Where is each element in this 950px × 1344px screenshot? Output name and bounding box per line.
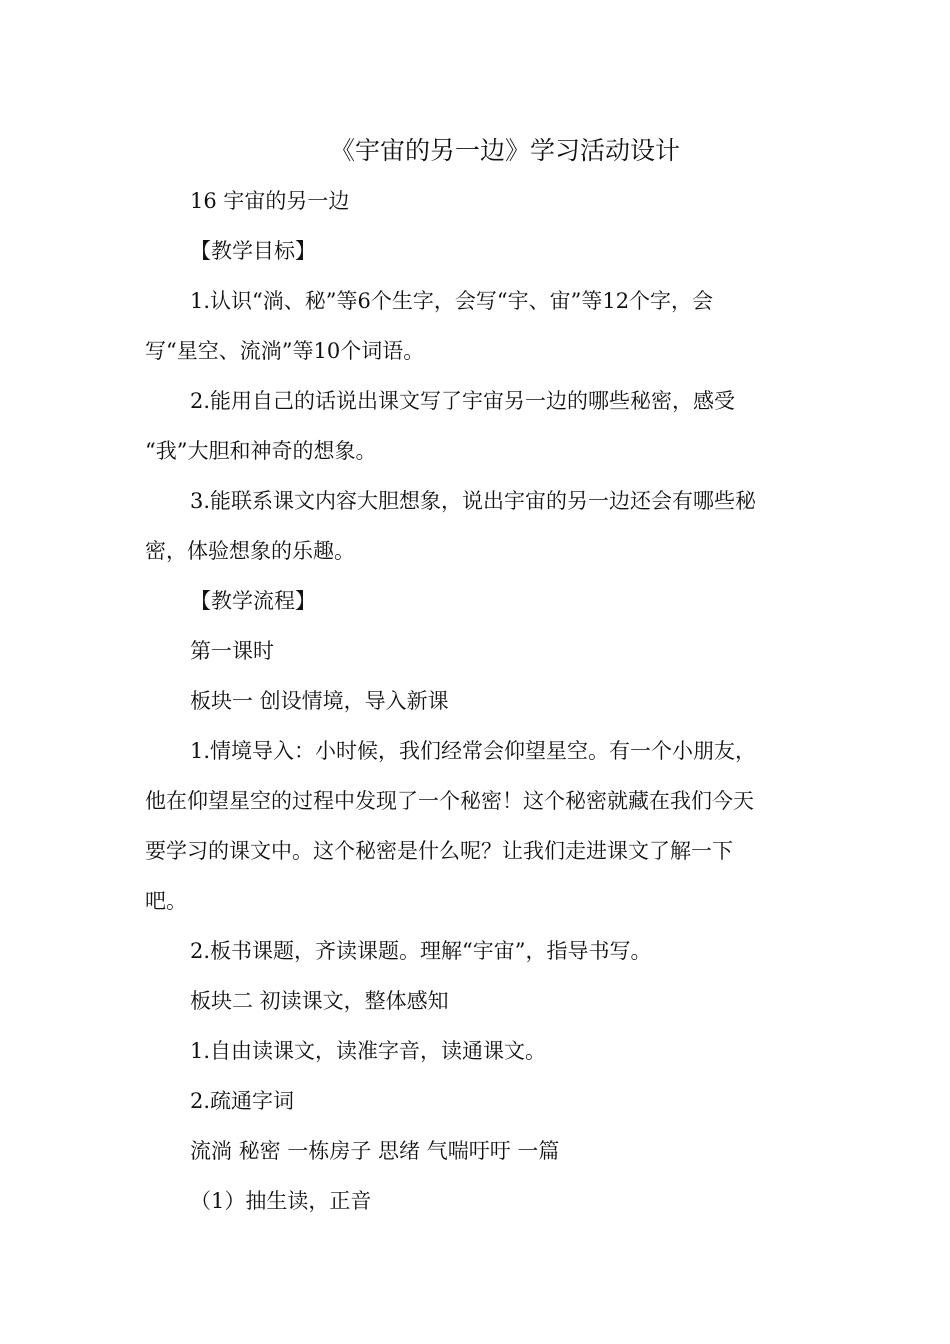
s2-sub-item-1: （1）抽生读，正音 xyxy=(190,1189,372,1213)
goal-1-line-2: 写“星空、流淌”等10个词语。 xyxy=(145,339,425,363)
document-title: 《宇宙的另一边》学习活动设计 xyxy=(329,136,680,165)
process-heading: 【教学流程】 xyxy=(190,589,316,613)
s1-item-2: 2.板书课题，齐读课题。理解“宇宙”，指导书写。 xyxy=(190,939,652,963)
section-1-heading: 板块一 创设情境，导入新课 xyxy=(190,689,449,713)
goal-3-line-2: 密，体验想象的乐趣。 xyxy=(145,539,355,563)
s1-item-1-line-1: 1.情境导入：小时候，我们经常会仰望星空。有一个小朋友， xyxy=(190,739,757,763)
goal-3-line-1: 3.能联系课文内容大胆想象，说出宇宙的另一边还会有哪些秘 xyxy=(190,489,757,513)
goal-2-line-1: 2.能用自己的话说出课文写了宇宙另一边的哪些秘密，感受 xyxy=(190,389,736,413)
section-2-heading: 板块二 初读课文，整体感知 xyxy=(190,989,449,1013)
period-1-heading: 第一课时 xyxy=(190,639,274,663)
goal-2-line-2: “我”大胆和神奇的想象。 xyxy=(145,439,377,463)
lesson-heading: 16 宇宙的另一边 xyxy=(190,189,350,213)
s1-item-1-line-4: 吧。 xyxy=(145,889,187,913)
word-list: 流淌 秘密 一栋房子 思绪 气喘吁吁 一篇 xyxy=(190,1139,560,1163)
s1-item-1-line-2: 他在仰望星空的过程中发现了一个秘密！这个秘密就藏在我们今天 xyxy=(145,789,754,813)
s2-item-2: 2.疏通字词 xyxy=(190,1089,295,1113)
goal-1-line-1: 1.认识“淌、秘”等6个生字，会写“宇、宙”等12个字，会 xyxy=(190,289,714,313)
s2-item-1: 1.自由读课文，读准字音，读通课文。 xyxy=(190,1039,547,1063)
s1-item-1-line-3: 要学习的课文中。这个秘密是什么呢？让我们走进课文了解一下 xyxy=(145,839,733,863)
goals-heading: 【教学目标】 xyxy=(190,239,316,263)
